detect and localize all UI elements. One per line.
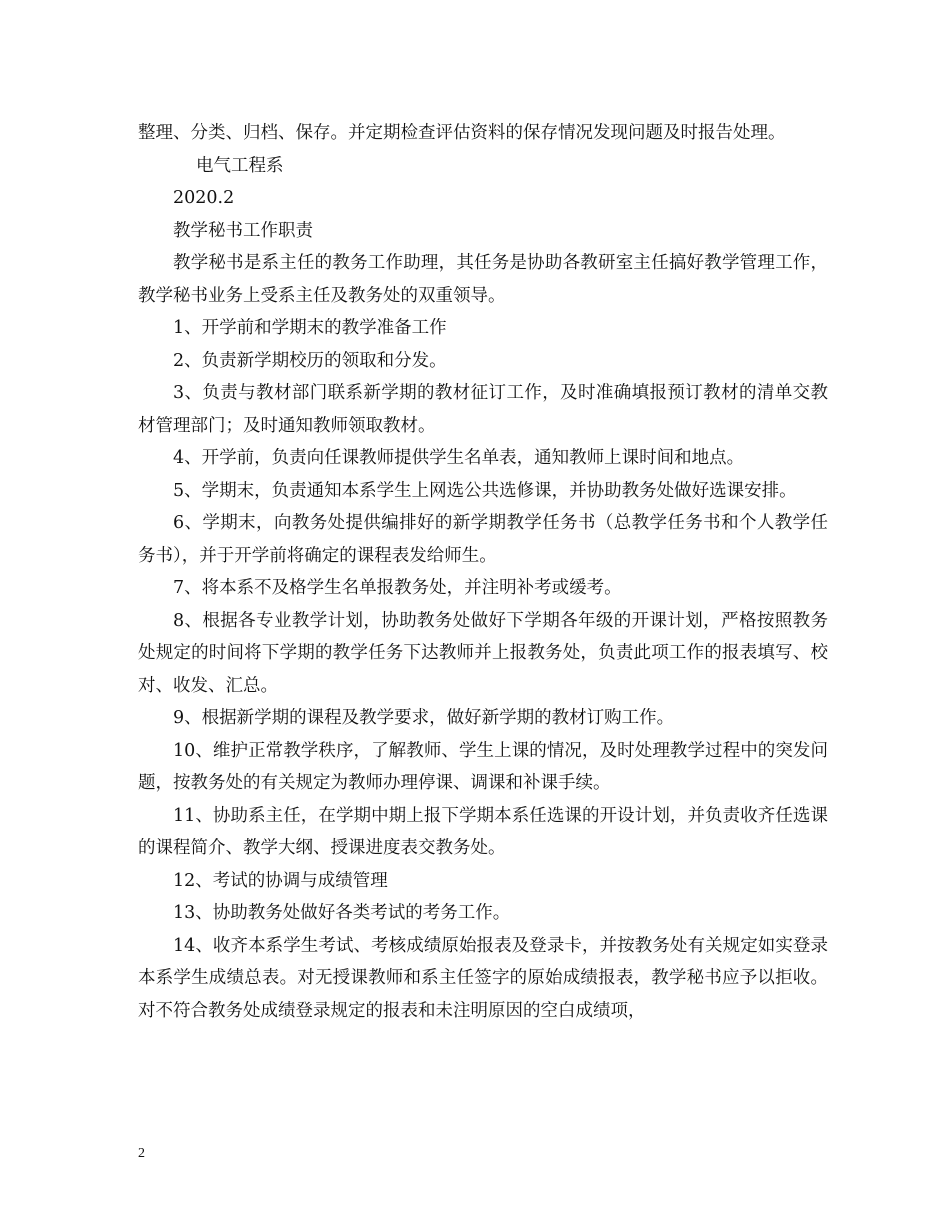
- signature-department: 电气工程系: [196, 155, 284, 176]
- list-item: 7、将本系不及格学生名单报教务处，并注明补考或缓考。: [173, 578, 622, 598]
- list-item: 14、收齐本系学生考试、考核成绩原始报表及登录卡，并按教务处有关规定如实登录本系学生成绩总表。对无授课教师和系主任签字的原始成绩报表，教学秘书应予以拒收。对不符合教务处成绩登录规定的报表和未注明原因的空白成绩项，: [138, 935, 828, 1021]
- list-item: 1、开学前和学期末的教学准备工作: [173, 318, 447, 338]
- list-item: 5、学期末，负责通知本系学生上网选公共选修课，并协助教务处做好选课安排。: [173, 480, 797, 501]
- list-item: 4、开学前，负责向任课教师提供学生名单表，通知教师上课时间和地点。: [173, 448, 745, 468]
- signature-date: 2020.2: [173, 188, 235, 208]
- list-item: 9、根据新学期的课程及教学要求，做好新学期的教材订购工作。: [173, 708, 675, 728]
- list-item: 13、协助教务处做好各类考试的考务工作。: [173, 903, 511, 923]
- body-text: [138, 117, 828, 1027]
- paragraph-intro: 教学秘书是系主任的教务工作助理，其任务是协助各教研室主任搞好教学管理工作，教学秘书业务上受系主任及教务处的双重领导。: [138, 253, 828, 306]
- list-item: 8、根据各专业教学计划，协助教务处做好下学期各年级的开课计划，严格按照教务处规定的时间将下学期的教学任务下达教师并上报教务处，负责此项工作的报表填写、校对、收发、汇总。: [138, 610, 828, 696]
- list-item: 12、考试的协调与成绩管理: [173, 870, 388, 891]
- list-item: 6、学期末，向教务处提供编排好的新学期教学任务书（总教学任务书和个人教学任务书），并于开学前将确定的课程表发给师生。: [138, 513, 828, 566]
- list-item: 10、维护正常教学秩序，了解教师、学生上课的情况，及时处理教学过程中的突发问题，按教务处的有关规定为教师办理停课、调课和补课手续。: [138, 740, 828, 793]
- list-item: 2、负责新学期校历的领取和分发。: [173, 350, 447, 371]
- paragraph-continuation: 整理、分类、归档、保存。并定期检查评估资料的保存情况发现问题及时报告处理。: [138, 123, 786, 143]
- list-item: 3、负责与教材部门联系新学期的教材征订工作，及时准确填报预订教材的清单交教材管理部门；及时通知教师领取教材。: [138, 383, 828, 436]
- list-item: 11、协助系主任，在学期中期上报下学期本系任选课的开设计划，并负责收齐任选课的课程简介、教学大纲、授课进度表交教务处。: [138, 805, 828, 858]
- section-title: 教学秘书工作职责: [173, 220, 313, 241]
- page-number: 2: [138, 1146, 145, 1161]
